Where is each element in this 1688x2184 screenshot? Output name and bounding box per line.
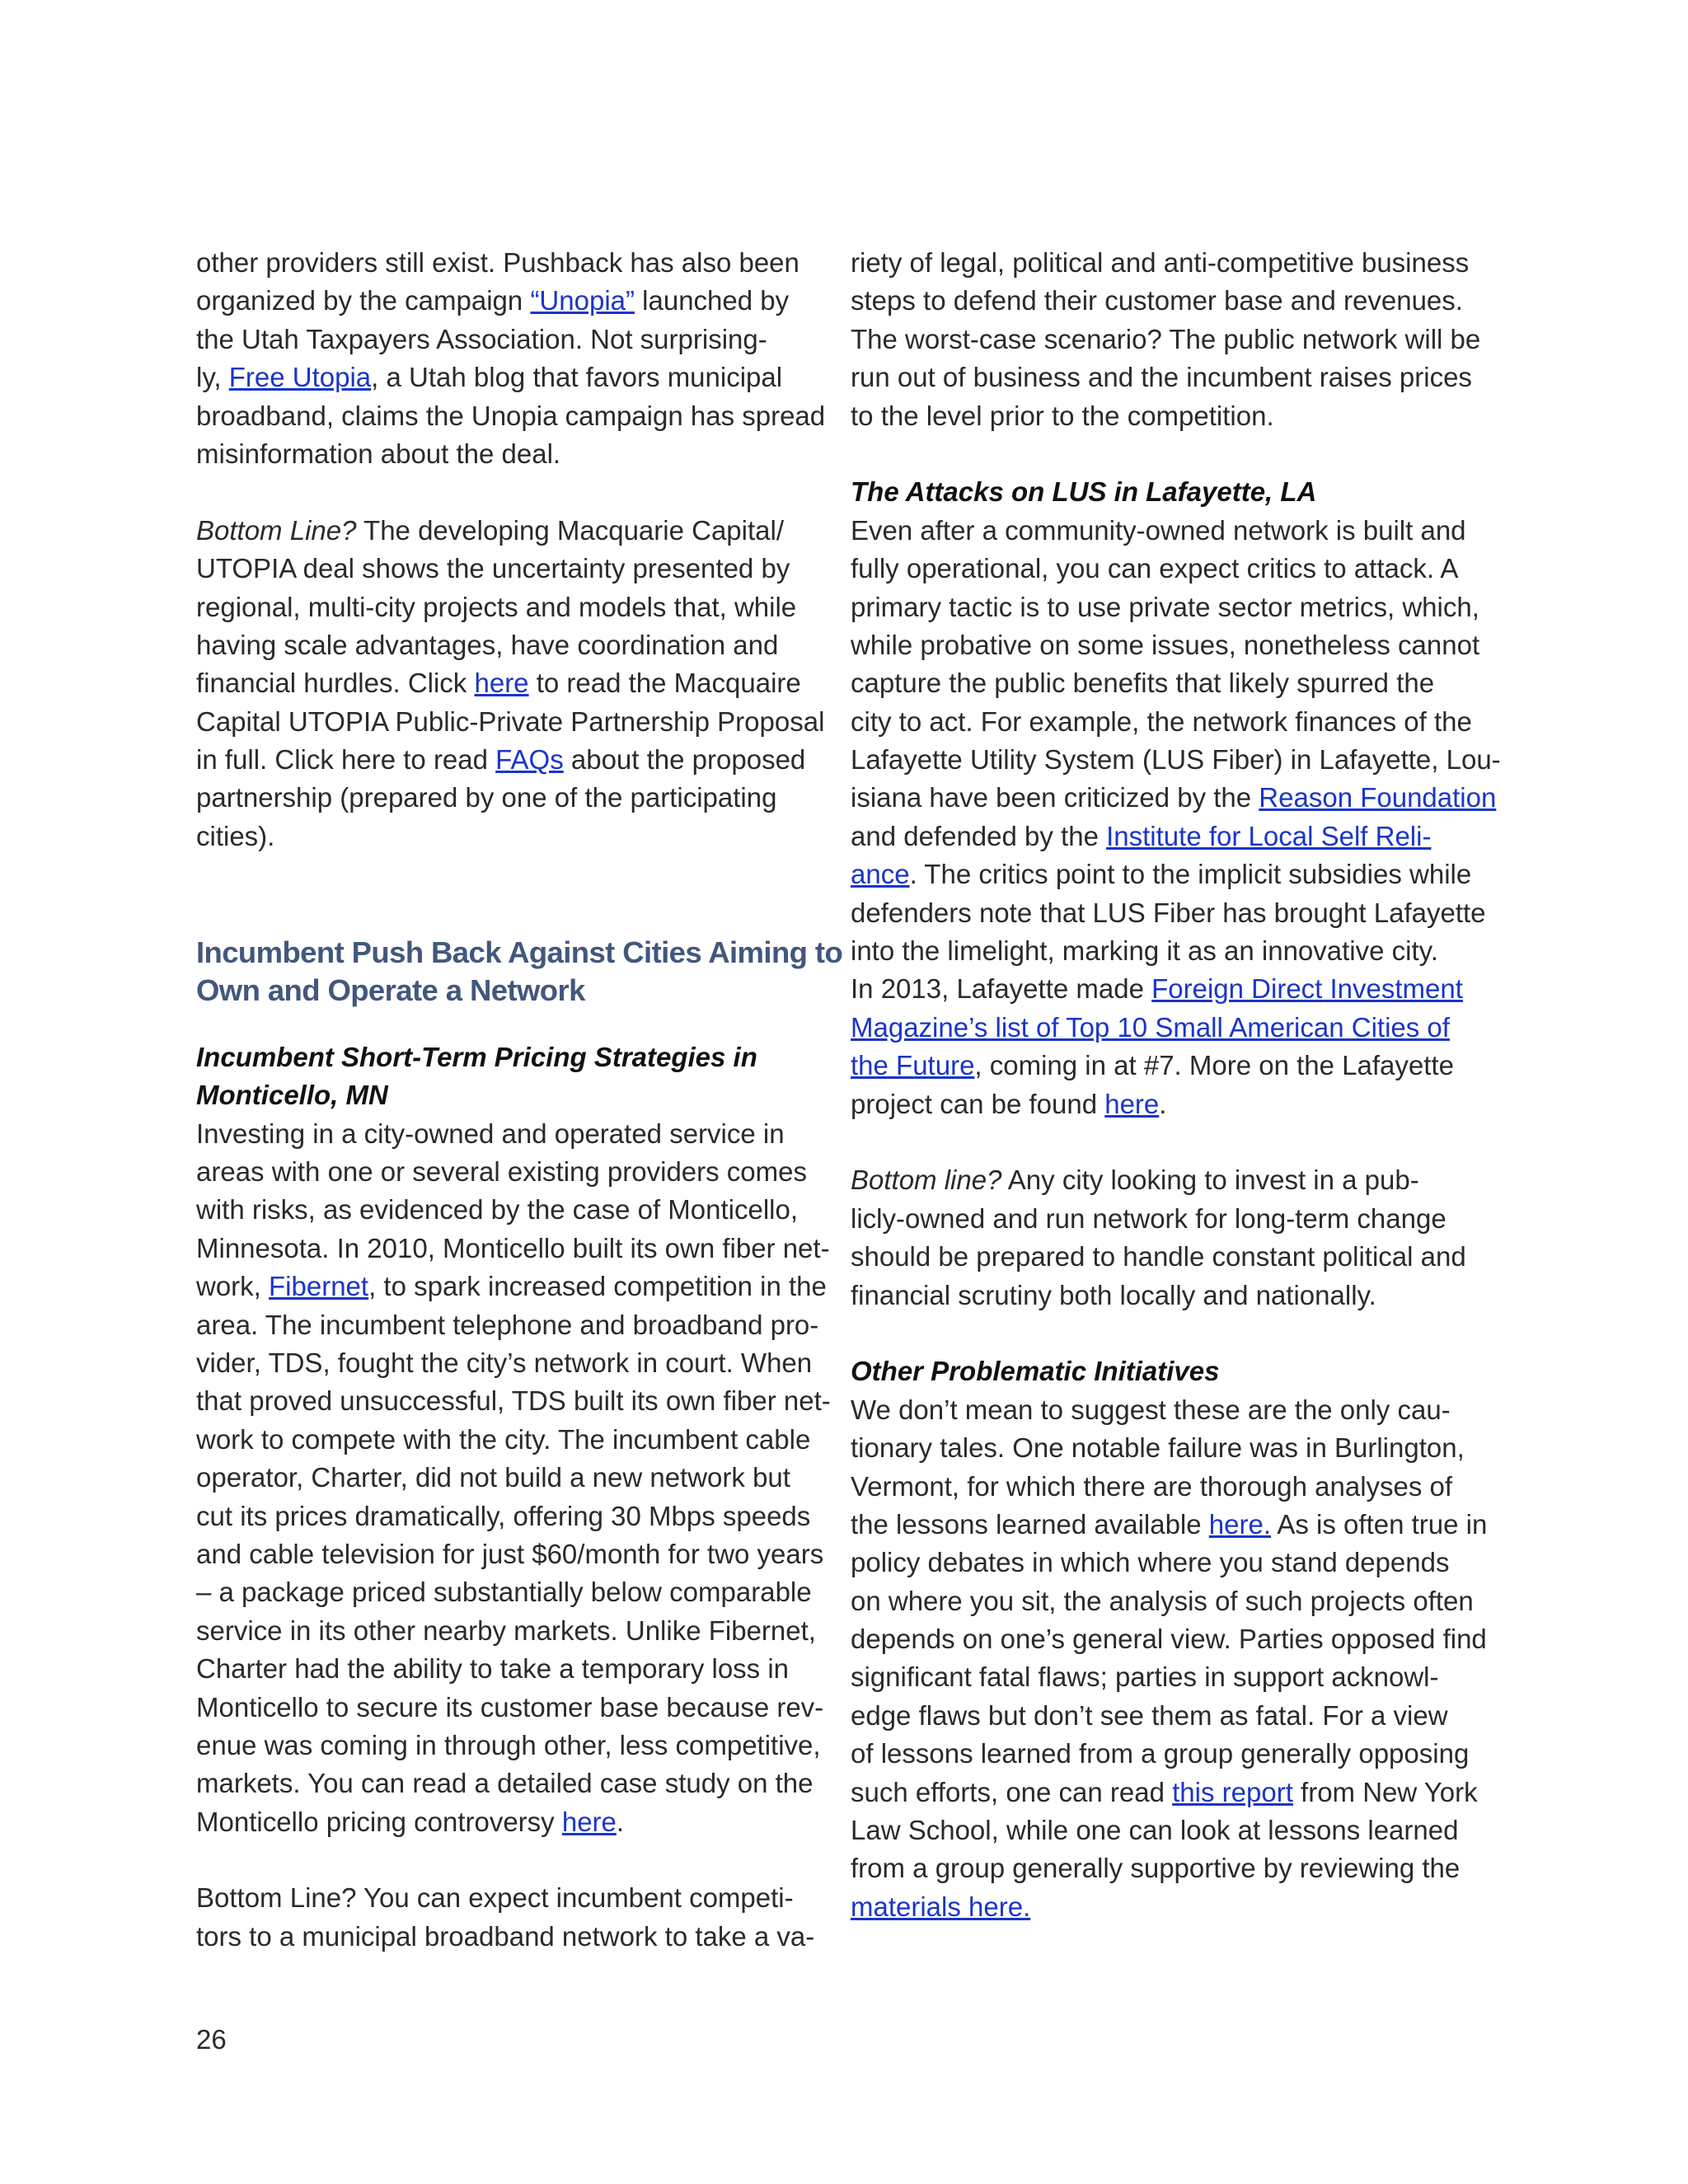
text-line — [851, 779, 1497, 817]
bottom-line-lead: Bottom line? — [851, 1165, 1002, 1196]
text-run: Any city looking to invest in a pub- — [1001, 1165, 1419, 1196]
spacer — [851, 1315, 1485, 1352]
spacer — [196, 855, 823, 932]
text-line: Charter had the ability to take a temporary loss in — [196, 1653, 790, 1685]
text-line: edge flaws but don’t see them as fatal. For a view — [851, 1699, 1448, 1731]
subheading-line: Incumbent Short-Term Pricing Strategies in — [196, 1041, 757, 1072]
spacer — [196, 473, 823, 511]
heading-line: Incumbent Push Back Against Cities Aiming to — [196, 935, 843, 970]
text-line — [196, 512, 823, 550]
text-line — [196, 359, 823, 396]
spacer — [851, 435, 1485, 473]
text-line: cut its prices dramatically, offering 30 Mbps speeds — [196, 1500, 811, 1531]
this-report-link[interactable]: this report — [1172, 1776, 1293, 1807]
text-line — [851, 1085, 1485, 1123]
paragraph-other-initiatives — [851, 1391, 1488, 1926]
text-run: about the proposed — [563, 744, 806, 776]
text-line: depends on one’s general view. Parties opposed find — [851, 1624, 1487, 1655]
text-line: Bottom Line? You can expect incumbent competi- — [196, 1882, 794, 1914]
text-line: UTOPIA deal shows the uncertainty presented by — [196, 553, 790, 584]
section-heading — [196, 934, 843, 1010]
text-line: primary tactic is to use private sector metrics, which, — [851, 591, 1479, 622]
text-line: areas with one or several existing providers comes — [196, 1156, 808, 1188]
text-line — [851, 1009, 1485, 1047]
reason-foundation-link[interactable]: Reason Foundation — [1259, 782, 1497, 813]
text-run: work, — [196, 1271, 270, 1302]
lafayette-here-link[interactable]: here — [1104, 1088, 1160, 1119]
text-line: Vermont, for which there are thorough analyses of — [851, 1470, 1453, 1502]
bottom-line-lead: Bottom Line? — [196, 514, 357, 546]
text-line — [851, 1047, 1485, 1085]
text-line: significant fatal flaws; parties in support acknowl- — [851, 1661, 1439, 1693]
ilsr-link[interactable]: Institute for Local Self Reli- — [1106, 820, 1432, 851]
text-line: enue was coming in through other, less competitive, — [196, 1729, 821, 1760]
text-line: Monticello to secure its customer base because rev- — [196, 1691, 824, 1722]
text-line: city to act. For example, the network finances of the — [851, 705, 1472, 737]
text-run: . — [1159, 1088, 1167, 1119]
text-run: the lessons learned available — [851, 1508, 1209, 1540]
text-line: The worst-case scenario? The public network will be — [851, 323, 1481, 354]
paragraph-continued — [851, 244, 1485, 435]
text-run: . The critics point to the implicit subsidies while — [909, 859, 1472, 890]
text-line: riety of legal, political and anti-competitive business — [851, 247, 1470, 278]
text-line: other providers still exist. Pushback has also been — [196, 247, 799, 278]
text-line: misinformation about the deal. — [196, 438, 561, 469]
text-line: should be prepared to handle constant political and — [851, 1241, 1466, 1272]
text-line: cities). — [196, 820, 275, 851]
text-line: that proved unsuccessful, TDS built its own fiber net- — [196, 1385, 831, 1417]
text-run: from New York — [1292, 1776, 1478, 1807]
faqs-link[interactable]: FAQs — [495, 744, 564, 776]
proposal-here-link[interactable]: here — [474, 668, 529, 699]
text-line: Capital UTOPIA Public-Private Partnership Proposal — [196, 705, 825, 737]
text-run: organized by the campaign — [196, 285, 531, 316]
text-run: project can be found — [851, 1088, 1105, 1119]
text-line: Law School, while one can look at lessons learned — [851, 1815, 1459, 1846]
text-run: isiana have been criticized by the — [851, 782, 1259, 813]
text-line: licly-owned and run network for long-term change — [851, 1202, 1447, 1234]
text-line — [851, 970, 1485, 1008]
left-column — [196, 244, 843, 1956]
text-run: , to spark increased competition in the — [368, 1271, 827, 1302]
text-run: such efforts, one can read — [851, 1776, 1173, 1807]
spacer — [196, 1841, 823, 1879]
text-line: policy debates in which where you stand depends — [851, 1547, 1450, 1578]
text-line: tionary tales. One notable failure was in Burlington, — [851, 1432, 1465, 1464]
text-run: in full. Click here to read — [196, 744, 496, 776]
text-line: service in its other nearby markets. Unlike Fibernet, — [196, 1615, 816, 1646]
text-line: – a package priced substantially below comparable — [196, 1577, 812, 1608]
subheading-other-initiatives: Other Problematic Initiatives — [851, 1356, 1220, 1387]
text-run: , a Utah blog that favors municipal — [371, 362, 783, 393]
unopia-link[interactable]: “Unopia” — [530, 285, 635, 316]
text-line: steps to defend their customer base and revenues. — [851, 285, 1463, 316]
text-line: fully operational, you can expect critics to attack. A — [851, 553, 1459, 584]
paragraph-bottom-line-incumbent — [196, 1879, 823, 1956]
text-line: while probative on some issues, nonetheless cannot — [851, 629, 1480, 660]
text-line — [851, 855, 1485, 893]
paragraph-unopia — [196, 244, 826, 473]
text-line — [196, 741, 823, 779]
text-line — [851, 818, 1485, 855]
right-column — [851, 244, 1501, 1926]
text-line: of lessons learned from a group generally opposing — [851, 1738, 1470, 1769]
paragraph-lafayette — [851, 512, 1501, 1123]
text-line: Investing in a city-owned and operated service in — [196, 1118, 785, 1149]
ilsr-link-continued[interactable]: ance — [851, 859, 910, 890]
text-run: In 2013, Lafayette made — [851, 973, 1152, 1005]
text-line: financial scrutiny both locally and nationally. — [851, 1279, 1376, 1310]
text-line: markets. You can read a detailed case study on the — [196, 1768, 814, 1799]
text-line — [851, 1161, 1485, 1199]
text-line: and cable television for just $60/month for two years — [196, 1538, 824, 1569]
text-run: . — [616, 1806, 625, 1837]
fibernet-link[interactable]: Fibernet — [269, 1271, 369, 1302]
fdi-magazine-link-continued[interactable]: Magazine’s list of Top 10 Small American Cities of — [851, 1011, 1450, 1043]
text-line — [851, 1774, 1485, 1811]
text-line: broadband, claims the Unopia campaign has spread — [196, 400, 826, 431]
text-line: to the level prior to the competition. — [851, 400, 1274, 431]
text-line — [196, 1268, 827, 1305]
heading-line: Own and Operate a Network — [196, 973, 585, 1008]
text-line: run out of business and the incumbent raises prices — [851, 362, 1472, 393]
subheading-line: Monticello, MN — [196, 1080, 388, 1111]
text-run: launched by — [635, 285, 790, 316]
text-line — [851, 1506, 1488, 1544]
text-line: Lafayette Utility System (LUS Fiber) in Lafayette, Lou- — [851, 744, 1501, 776]
free-utopia-link[interactable]: Free Utopia — [228, 362, 372, 393]
text-run: As is often true in — [1271, 1508, 1488, 1540]
text-run: financial hurdles. Click — [196, 668, 475, 699]
text-line: partnership (prepared by one of the participating — [196, 782, 777, 813]
text-line: the Utah Taxpayers Association. Not surprising- — [196, 323, 767, 354]
burlington-here-link[interactable]: here. — [1208, 1508, 1272, 1540]
text-line: Even after a community-owned network is built and — [851, 514, 1466, 546]
text-run: Monticello pricing controversy — [196, 1806, 562, 1837]
text-line: defenders note that LUS Fiber has brought Lafayette — [851, 897, 1486, 928]
text-line: regional, multi-city projects and models that, while — [196, 591, 797, 622]
text-line — [196, 1803, 823, 1841]
spacer — [851, 1123, 1485, 1161]
text-line: work to compete with the city. The incumbent cable — [196, 1423, 811, 1455]
text-run: The developing Macquarie Capital/ — [356, 514, 785, 546]
spacer — [196, 1010, 823, 1038]
text-run: ly, — [196, 362, 229, 393]
materials-here-link[interactable]: materials here. — [851, 1891, 1031, 1922]
text-line: operator, Charter, did not build a new network but — [196, 1462, 790, 1493]
text-line: capture the public benefits that likely spurred the — [851, 668, 1435, 699]
paragraph-monticello — [196, 1115, 831, 1841]
subheading-monticello — [196, 1038, 823, 1115]
paragraph-bottom-line-utopia — [196, 512, 823, 856]
paragraph-bottom-line-scrutiny — [851, 1161, 1485, 1315]
text-line: area. The incumbent telephone and broadband pro- — [196, 1309, 819, 1340]
text-run: and defended by the — [851, 820, 1107, 851]
text-line — [196, 664, 823, 702]
text-run: , coming in at #7. More on the Lafayette — [974, 1050, 1454, 1081]
text-line: into the limelight, marking it as an innovative city. — [851, 935, 1438, 967]
text-line — [196, 282, 823, 320]
page-number: 26 — [196, 2024, 227, 2055]
text-run: to read the Macquaire — [528, 668, 801, 699]
fdi-magazine-link[interactable]: Foreign Direct Investment — [1151, 973, 1463, 1005]
subheading-lafayette: The Attacks on LUS in Lafayette, LA — [851, 476, 1317, 508]
text-line: We don’t mean to suggest these are the only cau- — [851, 1394, 1451, 1425]
monticello-here-link[interactable]: here — [561, 1806, 617, 1837]
text-line: having scale advantages, have coordination and — [196, 629, 779, 660]
text-line: on where you sit, the analysis of such projects often — [851, 1585, 1474, 1616]
text-line: from a group generally supportive by reviewing the — [851, 1853, 1461, 1884]
text-line: Minnesota. In 2010, Monticello built its own fiber net- — [196, 1232, 830, 1263]
text-line: vider, TDS, fought the city’s network in court. When — [196, 1347, 813, 1378]
text-line: with risks, as evidenced by the case of Monticello, — [196, 1194, 799, 1226]
fdi-magazine-link-end[interactable]: the Future — [851, 1050, 975, 1081]
text-line — [851, 1888, 1485, 1926]
text-line: tors to a municipal broadband network to take a va- — [196, 1920, 815, 1952]
